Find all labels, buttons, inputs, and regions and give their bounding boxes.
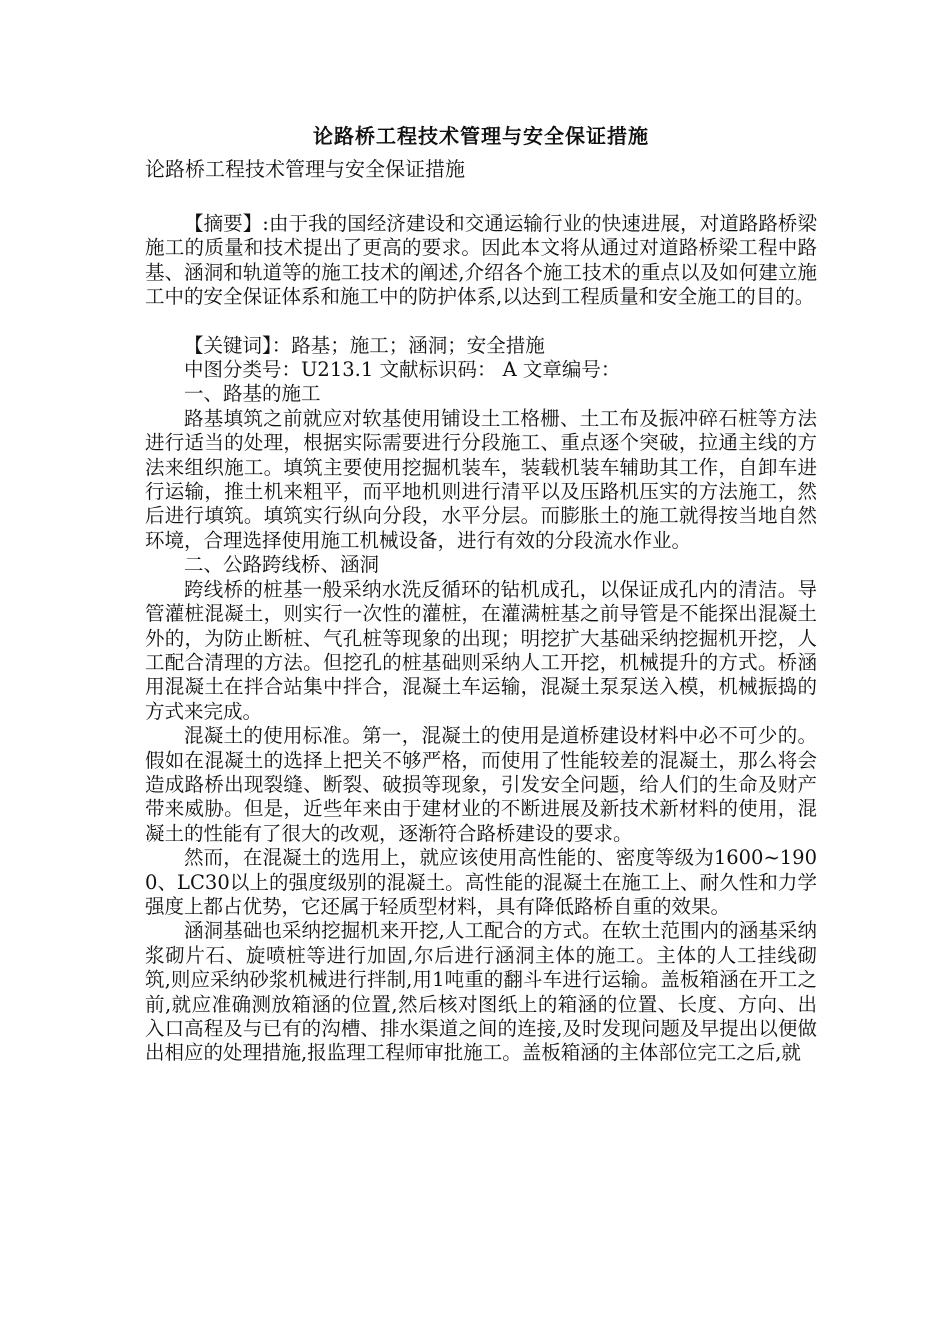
section-bridge-paragraph-3: 然而，在混凝土的选用上，就应该使用高性能的、密度等级为1600~1900、LC30以上的强度级别的混凝土。高性能的混凝土在施工上、耐久性和力学强度上都占优势，它还属于轻质型材料，具有降低路桥自重的效果。 [145, 846, 817, 918]
classification-line: 中图分类号：U213.1 文献标识码： A 文章编号： [184, 358, 621, 382]
section-roadbed-paragraph: 路基填筑之前就应对软基使用铺设土工格栅、土工布及振冲碎石桩等方法进行适当的处理，根据实际需要进行分段施工、重点逐个突破，拉通主线的方法来组织施工。填筑主要使用挖掘机装车，装载机装车辅助其工作，自卸车进行运输，推土机来粗平，而平地机则进行清平以及压路机压实的方法施工，然后进行填筑。填筑实行纵向分段，水平分层。而膨胀土的施工就得按当地自然环境，合理选择使用施工机械设备，进行有效的分段流水作业。 [145, 406, 817, 552]
keywords-line: 【关键词】：路基；施工；涵洞；安全措施 [184, 333, 545, 357]
section-bridge-paragraph-4: 涵洞基础也采纳挖掘机来开挖,人工配合的方式。在软土范围内的涵基采纳浆砌片石、旋喷桩等进行加固,尔后进行涵洞主体的施工。主体的人工挂线砌筑,则应采纳砂浆机械进行拌制,用1吨重的翻斗车进行运输。盖板箱涵在开工之前,就应准确测放箱涵的位置,然后核对图纸上的箱涵的位置、长度、方向、出入口高程及与已有的沟槽、排水渠道之间的连接,及时发现问题及早提出以便做出相应的处理措施,报监理工程师审批施工。盖板箱涵的主体部位完工之后,就 [145, 919, 817, 1065]
section-bridge-paragraph-2: 混凝土的使用标准。第一，混凝土的使用是道桥建设材料中必不可少的。假如在混凝土的选择上把关不够严格，而使用了性能较差的混凝土，那么将会造成路桥出现裂缝、断裂、破损等现象，引发安全问题，给人们的生命及财产带来威胁。但是，近些年来由于建材业的不断进展及新技术新材料的使用，混凝土的性能有了很大的改观，逐渐符合路桥建设的要求。 [145, 724, 817, 845]
section-heading-bridge-culvert: 二、公路跨线桥、涵洞 [184, 553, 380, 577]
document-subtitle: 论路桥工程技术管理与安全保证措施 [145, 157, 465, 181]
document-page [145, 118, 817, 1066]
section-bridge-paragraph-1: 跨线桥的桩基一般采纳水洗反循环的钻机成孔，以保证成孔内的清洁。导管灌桩混凝土，则实行一次性的灌桩，在灌满桩基之前导管是不能探出混凝土外的，为防止断桩、气孔桩等现象的出现；明挖扩大基础采纳挖掘机开挖，人工配合清理的方法。但挖孔的桩基础则采纳人工开挖，机械提升的方式。桥涵用混凝土在拌合站集中拌合，混凝土车运输，混凝土泵泵送入模，机械振捣的方式来完成。 [145, 577, 817, 723]
abstract-paragraph: 【摘要】:由于我的国经济建设和交通运输行业的快速进展，对道路路桥梁施工的质量和技术提出了更高的要求。因此本文将从通过对道路桥梁工程中路基、涵洞和轨道等的施工技术的阐述,介绍各个施工技术的重点以及如何建立施工中的安全保证体系和施工中的防护体系,以达到工程质量和安全施工的目的。 [145, 212, 817, 309]
document-title: 论路桥工程技术管理与安全保证措施 [313, 124, 649, 148]
section-heading-roadbed: 一、路基的施工 [184, 382, 321, 406]
spacer [145, 310, 817, 334]
